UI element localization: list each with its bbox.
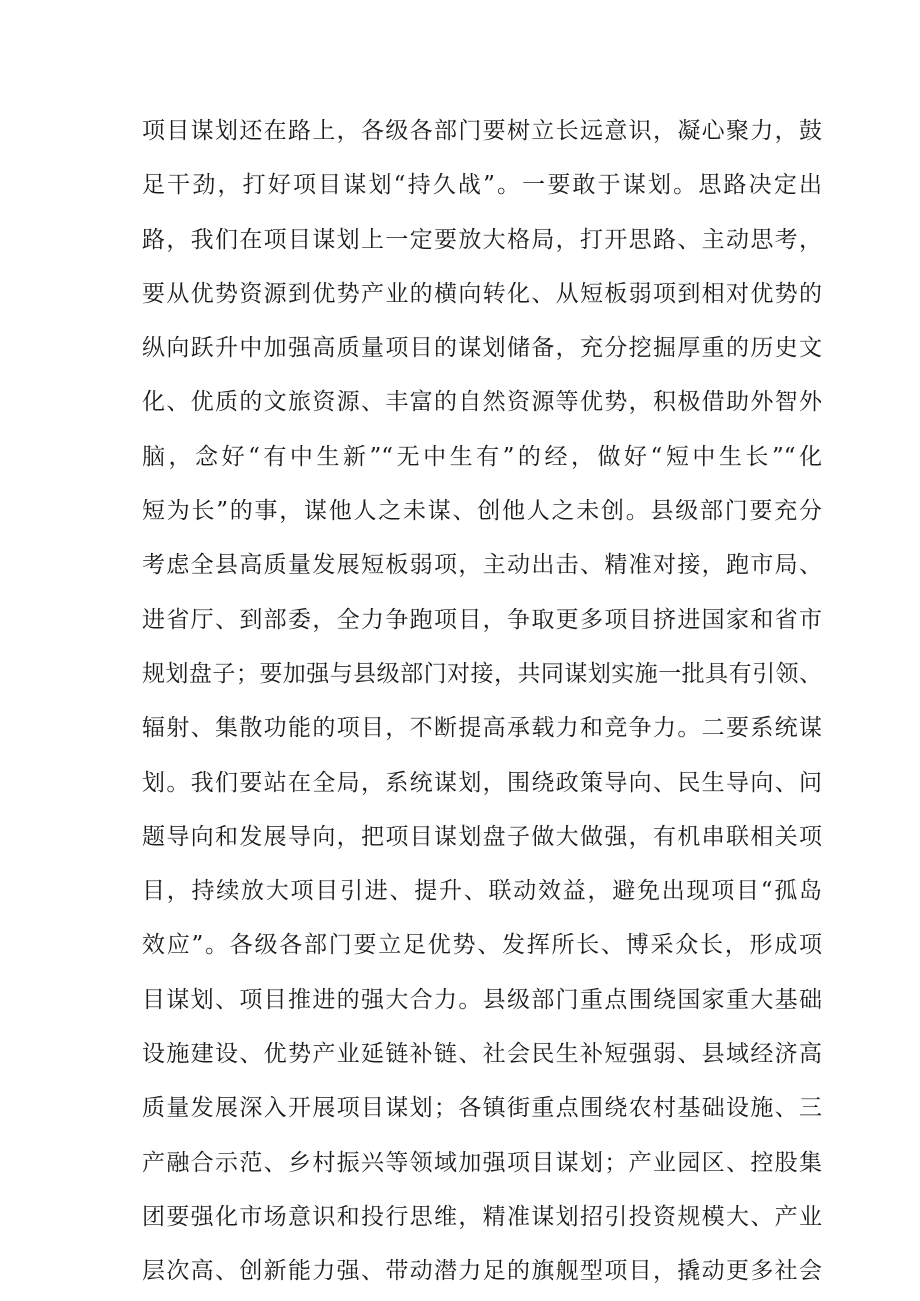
text-line: 足干劲，打好项目谋划“持久战”。一要敢于谋划。思路决定出	[142, 172, 822, 199]
text-line: 产融合示范、乡村振兴等领域加强项目谋划；产业园区、控股集	[142, 1149, 822, 1176]
text-line: 划。我们要站在全局，系统谋划，围绕政策导向、民生导向、问	[142, 769, 822, 796]
text-line: 辐射、集散功能的项目，不断提高承载力和竞争力。二要系统谋	[142, 715, 822, 742]
text-line: 规划盘子；要加强与县级部门对接，共同谋划实施一批具有引领、	[142, 660, 822, 687]
text-line: 要从优势资源到优势产业的横向转化、从短板弱项到相对优势的	[142, 280, 822, 307]
text-line: 短为长”的事，谋他人之未谋、创他人之未创。县级部门要充分	[142, 498, 822, 525]
text-line: 设施建设、优势产业延链补链、社会民生补短强弱、县域经济高	[142, 1041, 822, 1068]
text-line: 效应”。各级各部门要立足优势、发挥所长、博采众长，形成项	[142, 932, 822, 959]
text-line: 纵向跃升中加强高质量项目的谋划储备，充分挖掘厚重的历史文	[142, 335, 822, 362]
text-line: 进省厅、到部委，全力争跑项目，争取更多项目挤进国家和省市	[142, 606, 822, 633]
text-line: 团要强化市场意识和投行思维，精准谋划招引投资规模大、产业	[142, 1203, 822, 1230]
text-line: 题导向和发展导向，把项目谋划盘子做大做强，有机串联相关项	[142, 823, 822, 850]
text-line: 脑，念好“有中生新”“无中生有”的经，做好“短中生长”“化	[142, 443, 822, 470]
text-line: 质量发展深入开展项目谋划；各镇街重点围绕农村基础设施、三	[142, 1095, 822, 1122]
body-text	[142, 104, 822, 1299]
text-line: 层次高、创新能力强、带动潜力足的旗舰型项目，撬动更多社会	[142, 1258, 822, 1285]
text-line: 项目谋划还在路上，各级各部门要树立长远意识，凝心聚力，鼓	[142, 118, 822, 144]
text-line: 目谋划、项目推进的强大合力。县级部门重点围绕国家重大基础	[142, 986, 822, 1013]
text-line: 路，我们在项目谋划上一定要放大格局，打开思路、主动思考，	[142, 226, 822, 253]
text-line: 考虑全县高质量发展短板弱项，主动出击、精准对接，跑市局、	[142, 552, 822, 579]
text-line: 目，持续放大项目引进、提升、联动效益，避免出现项目“孤岛	[142, 878, 822, 905]
text-line: 化、优质的文旅资源、丰富的自然资源等优势，积极借助外智外	[142, 389, 822, 416]
